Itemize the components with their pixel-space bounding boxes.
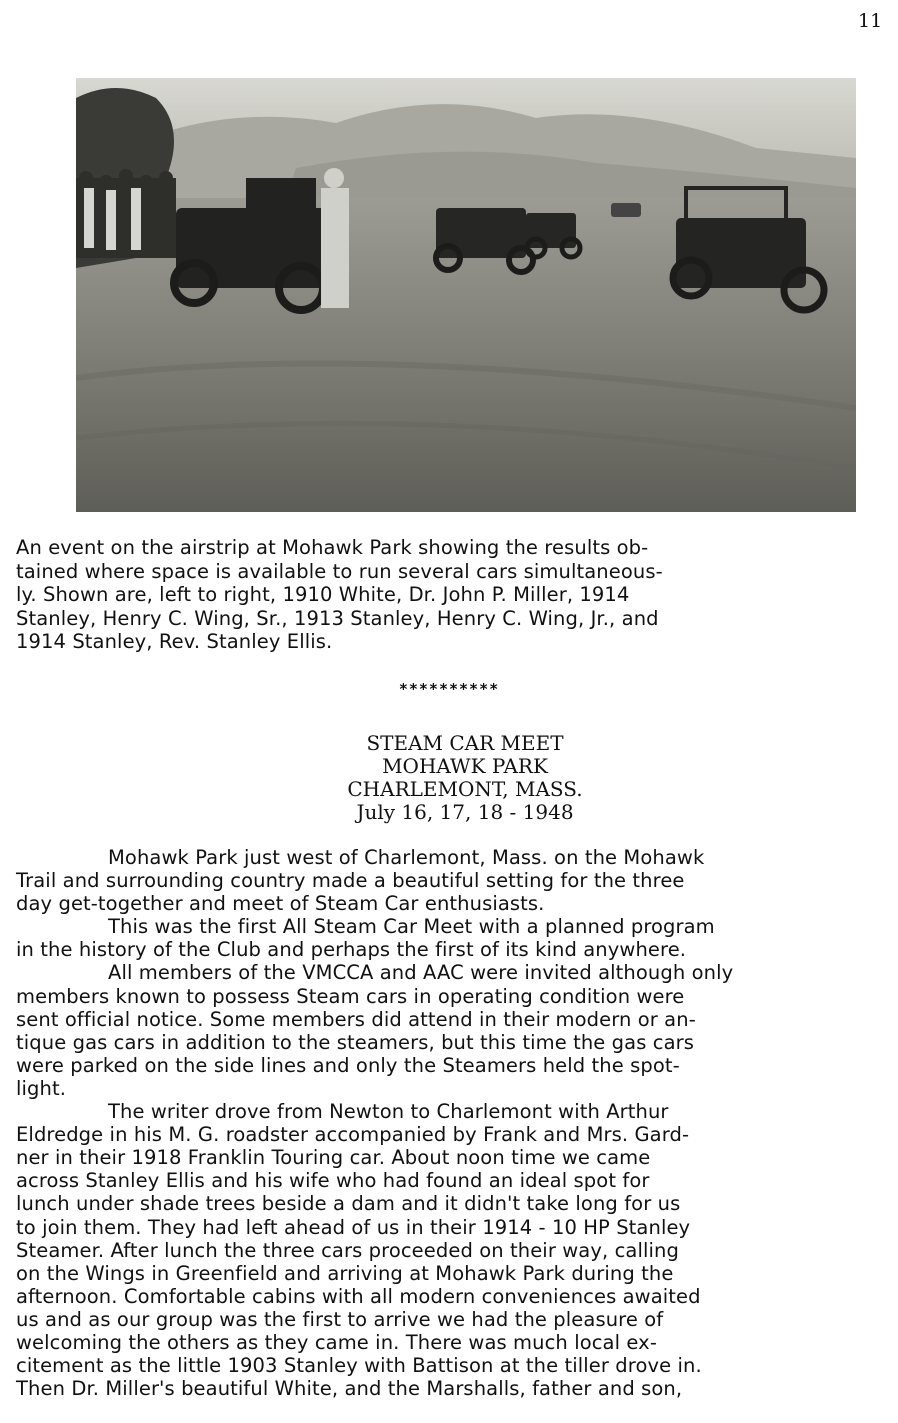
caption-line: tained where space is available to run several cars simultaneous- xyxy=(16,559,663,583)
body-line: This was the first All Steam Car Meet with a planned program xyxy=(108,915,715,939)
body-line: Then Dr. Miller's beautiful White, and the Marshalls, father and son, xyxy=(16,1377,683,1401)
body-line: Trail and surrounding country made a beautiful setting for the three xyxy=(16,869,685,893)
body-line: lunch under shade trees beside a dam and it didn't take long for us xyxy=(16,1192,681,1216)
body-line: on the Wings in Greenfield and arriving at Mohawk Park during the xyxy=(16,1261,674,1285)
photo-image xyxy=(76,78,856,512)
page-number: 11 xyxy=(858,10,883,32)
heading-line: MOHAWK PARK xyxy=(382,754,548,778)
heading-line: STEAM CAR MEET xyxy=(366,731,564,755)
photo-vintage-steam-cars xyxy=(76,78,856,512)
article-heading xyxy=(0,732,898,824)
body-line: to join them. They had left ahead of us in their 1914 - 10 HP Stanley xyxy=(16,1215,691,1239)
body-line: All members of the VMCCA and AAC were invited although only xyxy=(108,961,734,985)
caption-line: ly. Shown are, left to right, 1910 White, Dr. John P. Miller, 1914 xyxy=(16,583,630,606)
body-line: in the history of the Club and perhaps the first of its kind anywhere. xyxy=(16,938,687,962)
caption-line: 1914 Stanley, Rev. Stanley Ellis. xyxy=(16,630,333,653)
body-line: members known to possess Steam cars in operating condition were xyxy=(16,984,685,1008)
body-line: Steamer. After lunch the three cars proceeded on their way, calling xyxy=(16,1238,679,1262)
section-separator: ********** xyxy=(398,680,500,698)
body-line: welcoming the others as they came in. There was much local ex- xyxy=(16,1330,657,1354)
article-body xyxy=(16,846,898,1400)
photo-caption xyxy=(16,536,886,654)
body-line: afternoon. Comfortable cabins with all modern conveniences awaited xyxy=(16,1284,701,1308)
body-line: Mohawk Park just west of Charlemont, Mass. on the Mohawk xyxy=(108,846,705,869)
body-line: Eldredge in his M. G. roadster accompanied by Frank and Mrs. Gard- xyxy=(16,1123,690,1147)
body-line: sent official notice. Some members did attend in their modern or an- xyxy=(16,1007,696,1031)
caption-line: An event on the airstrip at Mohawk Park showing the results ob- xyxy=(16,536,649,559)
caption-line: Stanley, Henry C. Wing, Sr., 1913 Stanley, Henry C. Wing, Jr., and xyxy=(16,606,659,630)
body-line: light. xyxy=(16,1076,67,1100)
body-line: tique gas cars in addition to the steamers, but this time the gas cars xyxy=(16,1030,695,1054)
body-line: day get-together and meet of Steam Car enthusiasts. xyxy=(16,892,545,916)
heading-line: July 16, 17, 18 - 1948 xyxy=(356,800,574,824)
heading-line: CHARLEMONT, MASS. xyxy=(347,777,583,801)
body-line: were parked on the side lines and only the Steamers held the spot- xyxy=(16,1053,680,1077)
body-line: across Stanley Ellis and his wife who had found an ideal spot for xyxy=(16,1169,650,1193)
body-line: The writer drove from Newton to Charlemont with Arthur xyxy=(108,1100,669,1124)
body-line: citement as the little 1903 Stanley with Battison at the tiller drove in. xyxy=(16,1354,702,1378)
body-line: us and as our group was the first to arrive we had the pleasure of xyxy=(16,1307,664,1331)
body-line: ner in their 1918 Franklin Touring car. About noon time we came xyxy=(16,1146,651,1170)
